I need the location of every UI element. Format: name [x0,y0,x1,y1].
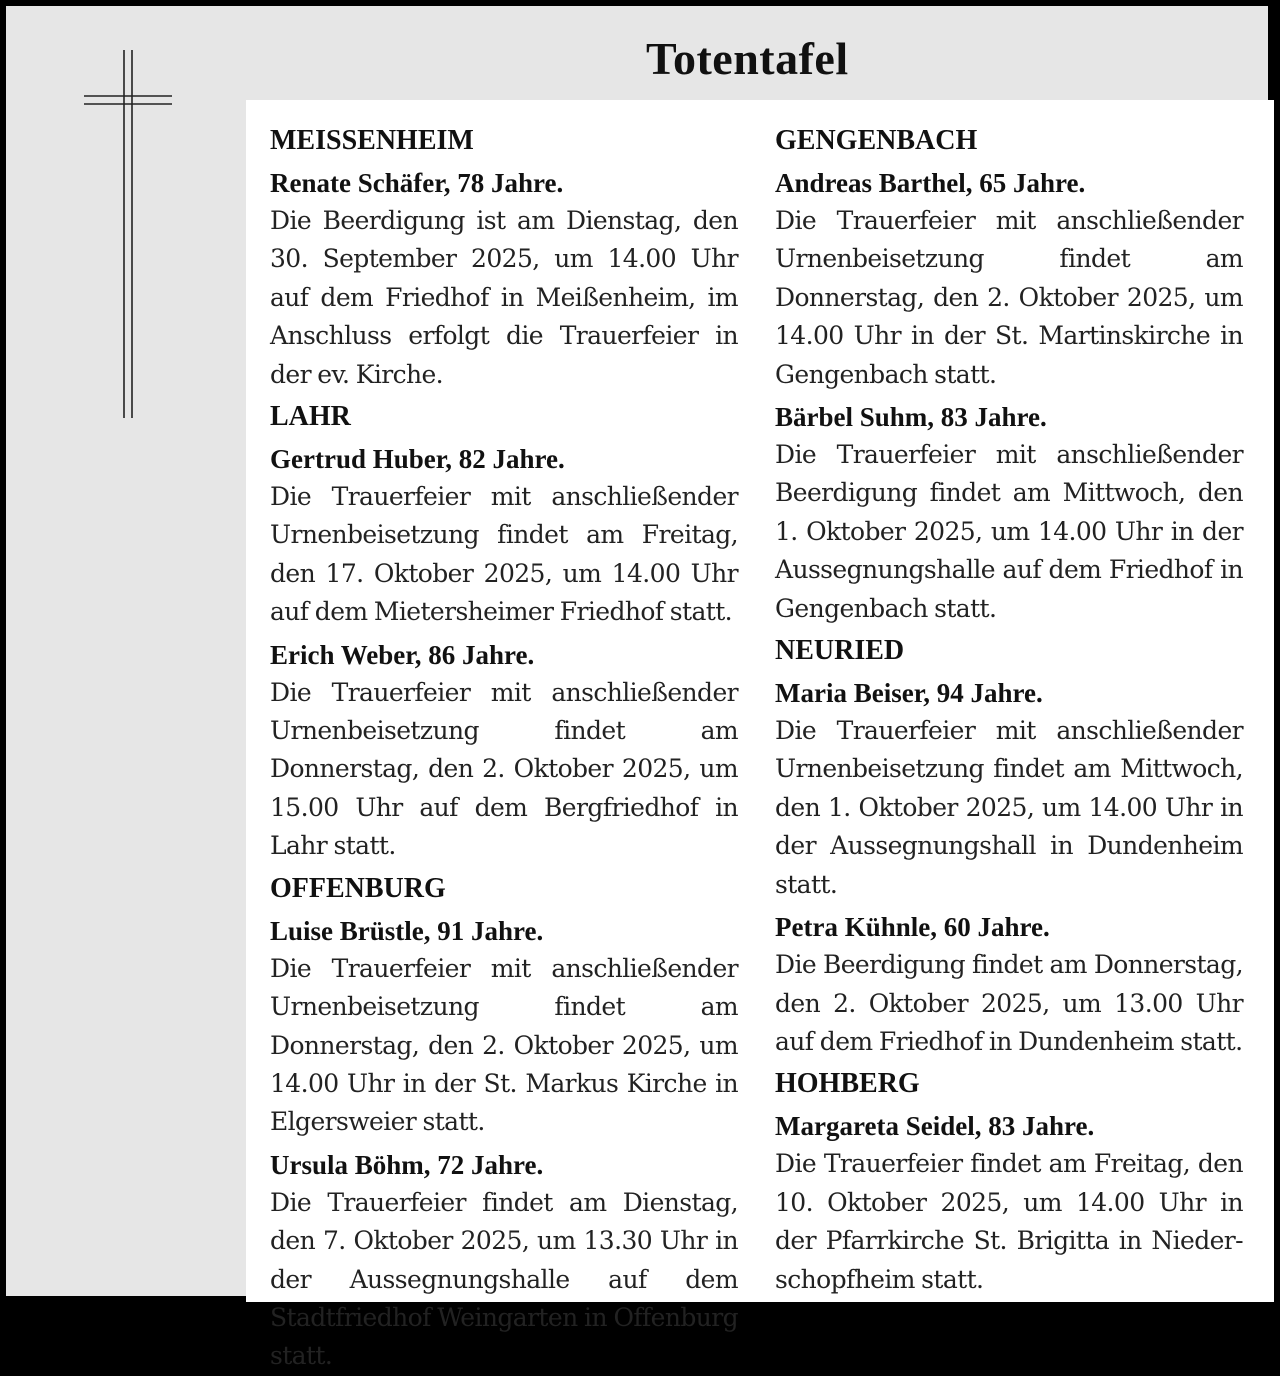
cross-icon [84,50,174,420]
obituary-entry [775,398,1243,628]
place-section [270,122,738,394]
column-right [775,118,1243,1299]
deceased-name: Andreas Barthel, 65 Jahre. [775,168,1086,198]
funeral-details: Die Trauerfeier mit anschließender Beerdigung findet am Mittwoch, den 1. Oktober 2025, um 14.00 Uhr in der Aussegnungshalle auf dem Friedhof in Gengenbach statt. [775,440,1243,623]
column-left [270,118,738,1376]
funeral-details: Die Beerdigung findet am Donnerstag, den 2. Oktober 2025, um 13.00 Uhr auf dem Friedhof in Dundenheim statt. [775,950,1243,1056]
obituary-entry [270,636,738,866]
funeral-details: Die Trauerfeier findet am Dienstag, den 7. Oktober 2025, um 13.30 Uhr in der Aussegnungshalle auf dem Stadtfriedhof Weingarten in Offenburg statt. [270,1187,738,1371]
deceased-name: Maria Beiser, 94 Jahre. [775,678,1043,709]
obituary-entry [270,440,738,632]
place-section [775,122,1243,628]
obituary-entry [270,912,738,1142]
deceased-name: Ursula Böhm, 72 Jahre. [270,1149,544,1180]
place-section [775,1065,1243,1299]
place-section [270,398,738,866]
obituary-entry [775,908,1243,1061]
place-heading: LAHR [270,401,351,433]
funeral-details: Die Trauerfeier mit anschließender Urnenbeisetzung findet am Mittwoch, den 1. Oktober 2025, um 14.00 Uhr in der Aussegnungshall in Dundenheim statt. [775,716,1243,899]
obituary-entry [270,1146,738,1376]
obituary-entry [270,164,738,394]
funeral-details: Die Trauerfeier findet am Freitag, den 10. Oktober 2025, um 14.00 Uhr in der Pfarrkirche St. Brigitta in Nieder-schopfheim statt. [775,1149,1243,1294]
deceased-name: Renate Schäfer, 78 Jahre. [270,168,564,198]
funeral-details: Die Trauerfeier mit anschließender Urnenbeisetzung findet am Freitag, den 17. Oktober 2025, um 14.00 Uhr auf dem Mietersheimer Friedhof statt. [270,482,738,627]
obituary-entry [775,1107,1243,1299]
page-title: Totentafel [646,33,849,84]
funeral-details: Die Trauerfeier mit anschließender Urnenbeisetzung findet am Donnerstag, den 2. Oktober 2025, um 15.00 Uhr auf dem Bergfriedhof in Lahr statt. [270,677,738,861]
obituary-entry [775,164,1243,394]
place-heading: MEISSENHEIM [270,125,474,156]
place-heading: OFFENBURG [270,872,446,904]
funeral-details: Die Trauerfeier mit anschließender Urnenbeisetzung findet am Donnerstag, den 2. Oktober 2025, um 14.00 Uhr in der St. Martinskirche in Gengenbach statt. [775,206,1243,389]
place-heading: GENGENBACH [775,125,978,156]
deceased-name: Luise Brüstle, 91 Jahre. [270,915,544,946]
deceased-name: Erich Weber, 86 Jahre. [270,639,535,670]
obituary-board [6,6,1268,1371]
deceased-name: Petra Kühnle, 60 Jahre. [775,912,1050,943]
place-heading: NEURIED [775,635,905,667]
deceased-name: Gertrud Huber, 82 Jahre. [270,444,565,475]
deceased-name: Margareta Seidel, 83 Jahre. [775,1111,1095,1142]
place-section [270,870,738,1376]
obituary-content [246,100,1274,1371]
funeral-details: Die Beerdigung ist am Dienstag, den 30. September 2025, um 14.00 Uhr auf dem Friedhof in Meißenheim, im Anschluss erfolgt die Trauerfeier in der ev. Kirche. [270,206,738,389]
deceased-name: Bärbel Suhm, 83 Jahre. [775,402,1047,433]
funeral-details: Die Trauerfeier mit anschließender Urnenbeisetzung findet am Donnerstag, den 2. Oktober 2025, um 14.00 Uhr in der St. Markus Kirche in Elgersweier statt. [270,953,738,1137]
place-heading: HOHBERG [775,1068,920,1100]
obituary-entry [775,674,1243,904]
place-section [775,632,1243,1061]
